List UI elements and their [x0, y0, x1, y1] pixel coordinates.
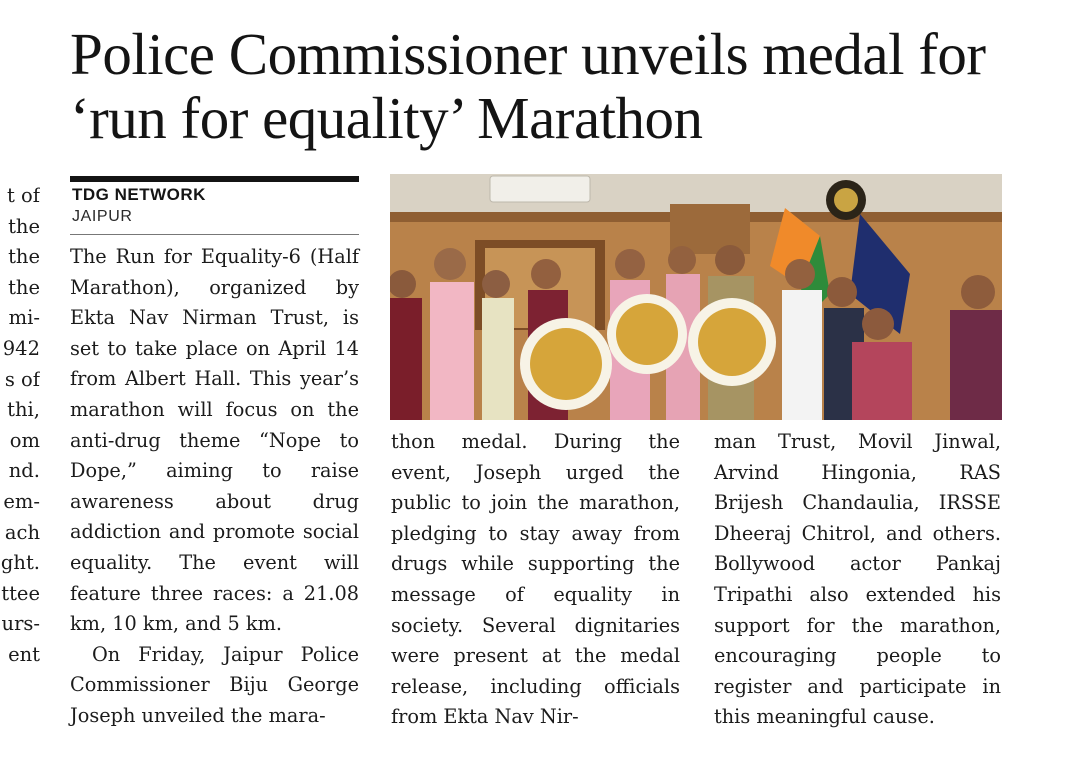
fragment-line: ght. [0, 551, 40, 575]
fragment-line: the [8, 245, 40, 269]
byline-divider [70, 234, 359, 235]
fragment-line: 942 [2, 336, 40, 360]
headline: Police Commissioner unveils medal for ‘run for equality’ Marathon [70, 21, 986, 151]
fragment-line: the [8, 214, 40, 238]
paragraph: On Friday, Jaipur Police Commissioner Biju George Joseph unveiled the mara- [70, 642, 359, 727]
fragment-line: em- [3, 489, 40, 513]
news-photo [390, 174, 1002, 420]
fragment-line: mi- [8, 306, 40, 330]
adjacent-column-fragment [0, 181, 40, 671]
paragraph: man Trust, Movil Jinwal, Arvind Hingonia, RAS Brijesh Chandaulia, IRSSE Dheeraj Chitrol, and others. Bollywood actor Pankaj Tripathi also extended his support for the marathon, encouraging people to register and participate in this meaningful cause. [714, 430, 1001, 729]
section-rule [70, 176, 359, 182]
fragment-line: ach [4, 520, 40, 544]
fragment-line: nd. [8, 459, 40, 483]
fragment-line: om [9, 428, 40, 452]
fragment-line: ent [8, 642, 40, 666]
fragment-line: thi, [7, 398, 40, 422]
paragraph: thon medal. During the event, Joseph urged the public to join the marathon, pledging to stay away from drugs while supporting the message of equality in society. Several dignitaries were present at the medal release, including officials from Ekta Nav Nir- [391, 430, 680, 729]
fragment-line: s of [4, 367, 40, 391]
medal-face [698, 308, 766, 376]
fragment-line: t of [7, 184, 40, 207]
emblem-center [834, 188, 858, 212]
byline: TDG NETWORK [72, 185, 206, 204]
air-conditioner [490, 176, 590, 202]
article-column-2 [391, 427, 680, 733]
photo-illustration [390, 174, 1002, 420]
article-column-3 [714, 427, 1001, 733]
medal-face [530, 328, 602, 400]
medal-face [616, 303, 678, 365]
dateline: JAIPUR [72, 208, 133, 225]
article-column-1 [70, 242, 359, 732]
paragraph: The Run for Equality-6 (Half Marathon), organized by Ekta Nav Nirman Trust, is set to take place on April 14 from Albert Hall. This year’s marathon will focus on the anti-drug theme “Nope to Dope,” aiming to raise awareness about drug addiction and promote social equality. The event will feature three races: a 21.08 km, 10 km, and 5 km. [70, 245, 359, 636]
fragment-line: the [8, 275, 40, 299]
fragment-line: ttee [1, 581, 40, 605]
fragment-line: urs- [1, 612, 40, 636]
